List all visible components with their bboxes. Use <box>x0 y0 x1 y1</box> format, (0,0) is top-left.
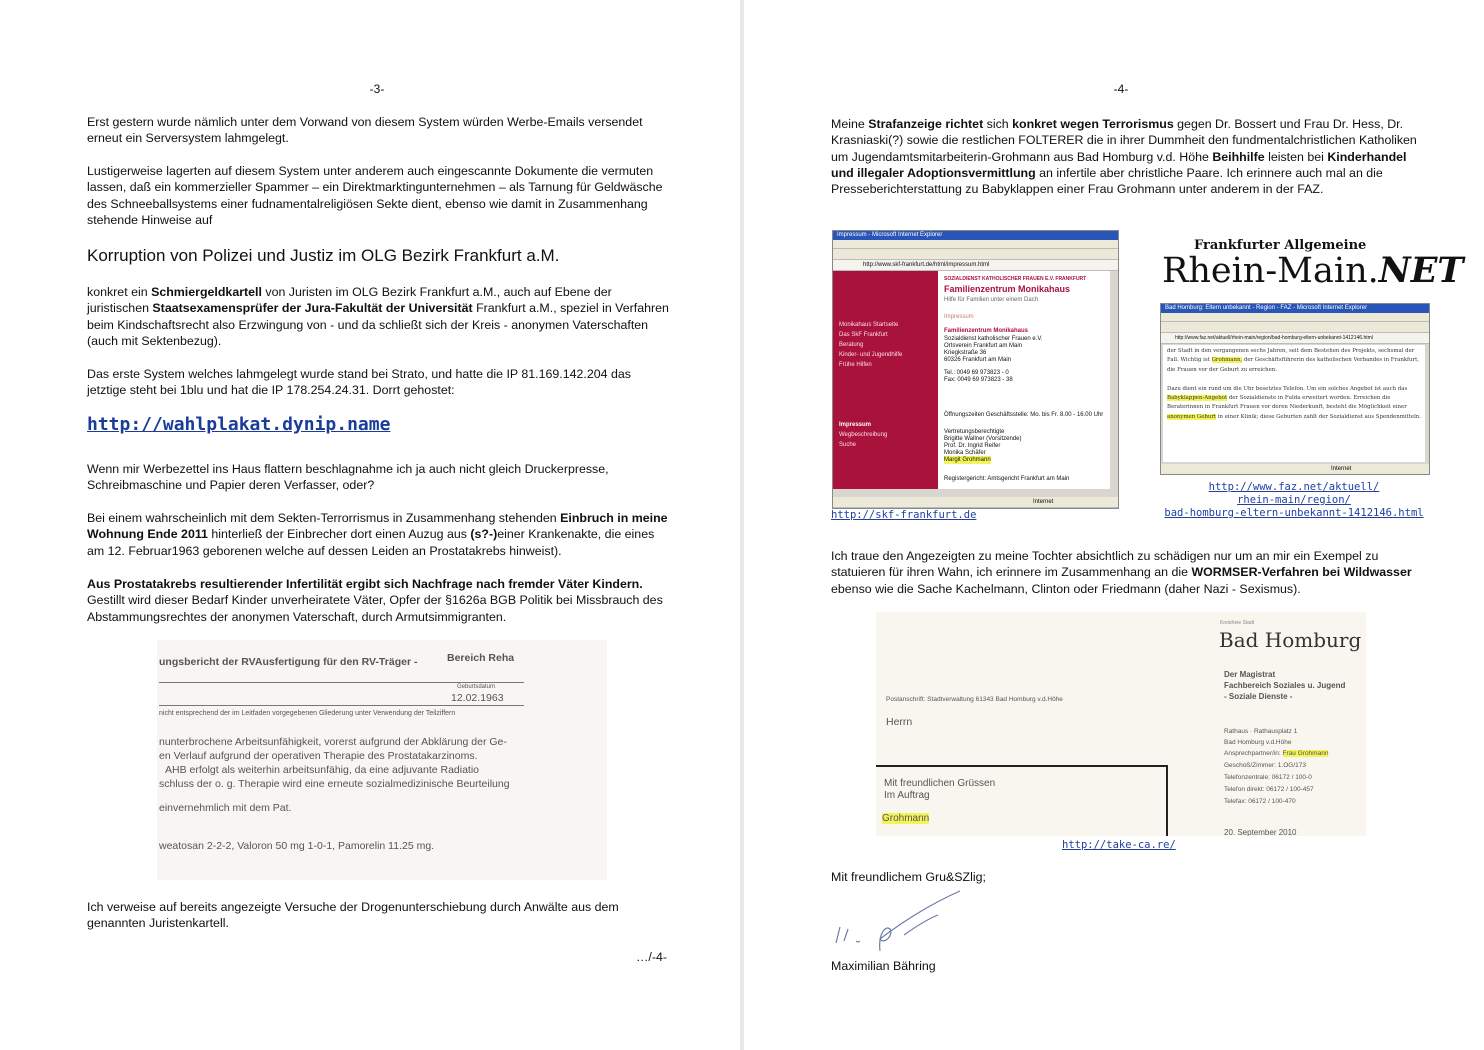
menu-item: Das SkF Frankfurt <box>839 332 888 338</box>
letter-line: Telefonzentrale: 06172 / 100-0 <box>1224 774 1312 781</box>
letter-greeting: Im Auftrag <box>884 790 930 801</box>
browser-menubar <box>1161 313 1429 322</box>
author-name: Maximilian Bähring <box>831 959 936 973</box>
scan-line: en Verlauf aufgrund der operativen Therapie des Prostatakarzinoms. <box>159 750 478 762</box>
letter-salutation: Herrn <box>886 716 913 728</box>
faz-logo: Frankfurter Allgemeine <box>1194 238 1367 253</box>
browser-addressbar <box>833 260 1118 271</box>
paragraph: Meine Strafanzeige richtet sich konkret wegen Terrorismus gegen Dr. Bossert und Frau Dr. Hess, Dr. Krasniaski(?) sowie die restlichen FOLTERER die in ihrer Dummheit den fundmentalchristlichen Katholiken um Jugendamtsmitarbeiterin-Grohmann aus Bad Homburg v.d. Höhe Beihhilfe leisten bei Kinderhandel und illegaler Adoptionsvermittlung an infertile aber christliche Paare. Ich erinnere auch mal an die Presseberichterstattung zu Babyklappen einer Frau Grohmann unter anderem in der FAZ. <box>831 117 1417 197</box>
page-number: -3- <box>369 82 385 96</box>
scan-line: schluss der o. g. Therapie wird eine erneute sozialmedizinische Beurteilung <box>159 778 510 790</box>
status-text: Internet <box>1033 499 1054 505</box>
status-text: Internet <box>1331 466 1352 472</box>
scan-line: 12.02.1963 <box>451 692 504 704</box>
closing-line: Mit freundlichem Gru&SZlig; <box>831 870 986 884</box>
address-line: Sozialdienst katholischer Frauen e.V. <box>944 336 1043 342</box>
court-line: Registergericht: Amtsgericht Frankfurt am Main <box>944 476 1070 482</box>
address-line: Brigitte Wallner (Vorsitzende) <box>944 436 1022 442</box>
letter-greeting: Mit freundlichen Grüssen <box>884 778 996 789</box>
scan-divider <box>159 682 524 683</box>
browser-titlebar: Bad Homburg: Eltern unbekannt - Region - FAZ - Microsoft Internet Explorer <box>1161 304 1429 313</box>
browser-statusbar <box>1161 464 1429 475</box>
skf-website-screenshot <box>832 230 1119 509</box>
letter-line: Geschoß/Zimmer: 1.OG/173 <box>1224 762 1306 769</box>
scan-line: Geburtsdatum <box>457 684 496 690</box>
paragraph: Ich verweise auf bereits angezeigte Versuche der Drogenunterschiebung durch Anwälte aus dem genannten Juristenkartell. <box>87 900 619 931</box>
address-line: Monika Schäfer <box>944 450 986 456</box>
scan-line: AHB erfolgt als weiterhin arbeitsunfähig, da eine adjuvante Radiatio <box>165 764 480 776</box>
paragraph: Lustigerweise lagerten auf diesem System unter anderem auch eingescannte Dokumente die vermuten lassen, daß ein kommerzieller Spammer – ein Direktmarktingunternehmen – als Tarnung für Geldwäsche des Schneeballsystems einer fudnamentalreligiösen Sekte dient, ebenso wie damit in Zusammenhang stehende Hinweise auf <box>87 164 663 227</box>
address-text: http://www.faz.net/aktuell/rhein-main/region/bad-homburg-eltern-unbekannt-1412146.html <box>1175 335 1373 341</box>
sidebar-menu <box>833 271 938 489</box>
section-heading: Korruption von Polizei und Justiz im OLG Bezirk Frankfurt a.M. <box>87 246 560 265</box>
page-number: -4- <box>1113 82 1129 96</box>
scanned-medical-report <box>157 640 607 880</box>
scan-line: einvernehmlich mit dem Pat. <box>159 802 292 814</box>
letter-line: Rathaus · Rathausplatz 1 <box>1224 728 1298 735</box>
faz-link[interactable]: http://www.faz.net/aktuell/ rhein-main/region/ bad-homburg-eltern-unbekannt-1412146.html <box>1164 481 1424 519</box>
scan-line: Bereich Reha <box>447 652 515 664</box>
paragraph: Das erste System welches lahmgelegt wurde stand bei Strato, und hatte die IP 81.169.142.204 das jetztige steht bei 1blu und hat die IP 178.254.24.31. Dorrt gehostet: <box>87 367 631 398</box>
section-title: Impressum <box>944 314 974 320</box>
menu-item: Beratung <box>839 342 864 348</box>
bad-homburg-logo: Bad Homburg <box>1219 628 1362 652</box>
letter-signer: Grohmann <box>882 813 930 824</box>
address-line: Ortsverein Frankfurt am Main <box>944 343 1023 349</box>
scan-line: weatosan 2-2-2, Valoron 50 mg 1-0-1, Pamorelin 11.25 mg. <box>159 840 435 852</box>
letter-line: Ansprechpartner/in: Frau Grohmann <box>1224 750 1329 757</box>
menu-item: Impressum <box>839 422 872 428</box>
site-title: Familienzentrum Monikahaus <box>944 284 1071 294</box>
document-page-3 <box>0 0 740 1050</box>
take-care-link[interactable]: http://take-ca.re/ <box>1062 839 1176 851</box>
browser-addressbar <box>1161 333 1429 344</box>
letter-line: Fachbereich Soziales u. Jugend <box>1224 681 1346 690</box>
scan-line: nunterbrochene Arbeitsunfähigkeit, vorerst aufgrund der Abklärung der Ge- <box>159 736 507 748</box>
browser-menubar <box>833 240 1118 249</box>
letter-line: Telefon direkt: 06172 / 100-457 <box>1224 786 1314 793</box>
paragraph: Ich traue den Angezeigten zu meine Tochter absichtlich zu schädigen nur um an mir ein Exempel zu statuieren für ihren Wahn, ich erinnere im Zusammenhang an die WORMSER-Verfahren bei Wildwasser ebenso wie die Sache Kachelmann, Clinton oder Friedmann (daher Nazi - Sexismus). <box>831 549 1412 596</box>
address-line: Vertretungsberechtigte <box>944 429 1005 435</box>
paragraph: Erst gestern wurde nämlich unter dem Vorwand von diesem System würden Werbe-Emails versendet erneut ein Serversystem lahmgelegt. <box>87 115 643 146</box>
scan-line: ungsbericht der RVAusfertigung für den RV-Träger - <box>159 656 418 668</box>
article-text: der Stadt in den vergangenen sechs Jahren, seit dem Bestehen des Projekts, sechsmal der Fall. Wichtig ist Grohmann, der Geschäftsführerin des katholischen Verbandes in Frankfurt, die Frauen vor der Geburt zu erreichen. Dazu dient ein rund um die Uhr besetztes Telefon. Um ein solches Angebot ist auch das Babyklappen-Angebot der Sozialdienste in Fulda erweitert worden. Erreichen die Beraterinnen in Frankfurt Frauen vor deren Niederkunft, besteht die Möglichkeit einer anonymen Geburt in einer Klinik; diese Geburten zahlt der Sozialdienst aus Spendenmitteln. <box>1163 345 1425 462</box>
menu-item: Frühe Hilfen <box>839 362 872 368</box>
paragraph: Aus Prostatakrebs resultierender Infertilität ergibt sich Nachfrage nach fremder Väter Kindern. Gestillt wird dieser Bedarf Kinder unverheiratete Väter, Opfer der §1626a BGB Politik bei Missbrauch des Abstammungsrechtes der anonymen Vaterschaft, durch Armutsimmigranten. <box>87 577 663 624</box>
browser-toolbar <box>1161 322 1429 333</box>
letter-line: Bad Homburg v.d.Höhe <box>1224 739 1292 746</box>
address-line: Tel.: 0049 69 973823 - 0 <box>944 370 1009 376</box>
browser-statusbar <box>833 497 1118 508</box>
address-line: Fax: 0049 69 973823 - 38 <box>944 377 1013 383</box>
menu-item: Monikahaus Startseite <box>839 322 899 328</box>
address-line: Prof. Dr. Ingrid Reifer <box>944 443 1001 449</box>
browser-titlebar: Impressum - Microsoft Internet Explorer <box>833 231 1118 240</box>
page-content <box>938 271 1110 489</box>
highlighted-name: Margit Grohmann <box>944 457 991 463</box>
scanned-letter <box>876 612 1366 836</box>
faz-article-screenshot <box>1160 303 1430 475</box>
address-text: http://www.skf-frankfurt.de/html/impressum.html <box>863 262 990 268</box>
address-line: Kriegkstraße 36 <box>944 350 987 356</box>
wahlplakat-link[interactable]: http://wahlplakat.dynip.name <box>87 414 391 435</box>
paragraph: Bei einem wahrscheinlich mit dem Sekten-Terrorrismus in Zusammenhang stehenden Einbruch in meine Wohnung Ende 2011 hinterließ der Einbrecher dort einen Auzug aus (s?-)einer Krankenakte, die eines am 12. Februar1963 geborenen welche auf dessen Leiden an Prostatakrebs hinweist). <box>87 511 668 558</box>
address-line: Öffnungszeiten Geschäftsstelle: Mo. bis Fr. 8.00 - 16.00 Uhr <box>944 412 1104 418</box>
paragraph: konkret ein Schmiergeldkartell von Juristen im OLG Bezirk Frankfurt a.M., auch auf Ebene der juristischen Staatsexamensprüfer der Jura-Fakultät der Universität Frankfurt a.M., speziel in Verfahren beim Kindschaftsrecht also Erzwingung von - und da schließt sich der Kreis - anonymen Vaterschaften (auch mit Sektenbezug). <box>87 285 669 348</box>
letter-date: 20. September 2010 <box>1224 828 1297 836</box>
menu-item: Wegbeschreibung <box>839 432 888 438</box>
rhein-main-net-logo: Rhein-Main.NET <box>1162 250 1464 291</box>
site-tagline: Hilfe für Familien unter einem Dach <box>944 297 1039 303</box>
site-banner: SOZIALDIENST KATHOLISCHER FRAUEN E.V. FRANKFURT <box>944 276 1087 282</box>
letter-rule <box>1166 765 1168 836</box>
letter-rule <box>876 765 1166 767</box>
menu-item: Kinder- und Jugendhilfe <box>839 352 903 358</box>
browser-toolbar <box>833 249 1118 260</box>
letter-city-label: Kreisfreie Stadt <box>1220 620 1255 626</box>
page-footer: …/-4- <box>636 950 667 964</box>
letter-line: Telefax: 06172 / 100-470 <box>1224 798 1296 805</box>
menu-item: Suche <box>839 442 857 448</box>
letter-line: Der Magistrat <box>1224 670 1276 679</box>
scan-line: nicht entsprechend der im Leitfaden vorgegebenen Gliederung unter Verwendung der Teilziffern <box>159 710 456 717</box>
letter-sender: Postanschrift: Stadtverwaltung 61343 Bad Homburg v.d.Höhe <box>886 696 1063 703</box>
address-line: 60326 Frankfurt am Main <box>944 357 1012 363</box>
document-page-4 <box>744 0 1484 1050</box>
org-title: Familienzentrum Monikahaus <box>944 328 1029 334</box>
scan-divider <box>159 705 524 706</box>
skf-link[interactable]: http://skf-frankfurt.de <box>831 509 977 521</box>
letter-line: - Soziale Dienste - <box>1224 692 1293 701</box>
paragraph: Wenn mir Werbezettel ins Haus flattern beschlagnahme ich ja auch nicht gleich Druckerpresse, Schreibmaschine und Papier deren Verfasser, oder? <box>87 462 609 493</box>
handwritten-signature <box>828 885 968 955</box>
